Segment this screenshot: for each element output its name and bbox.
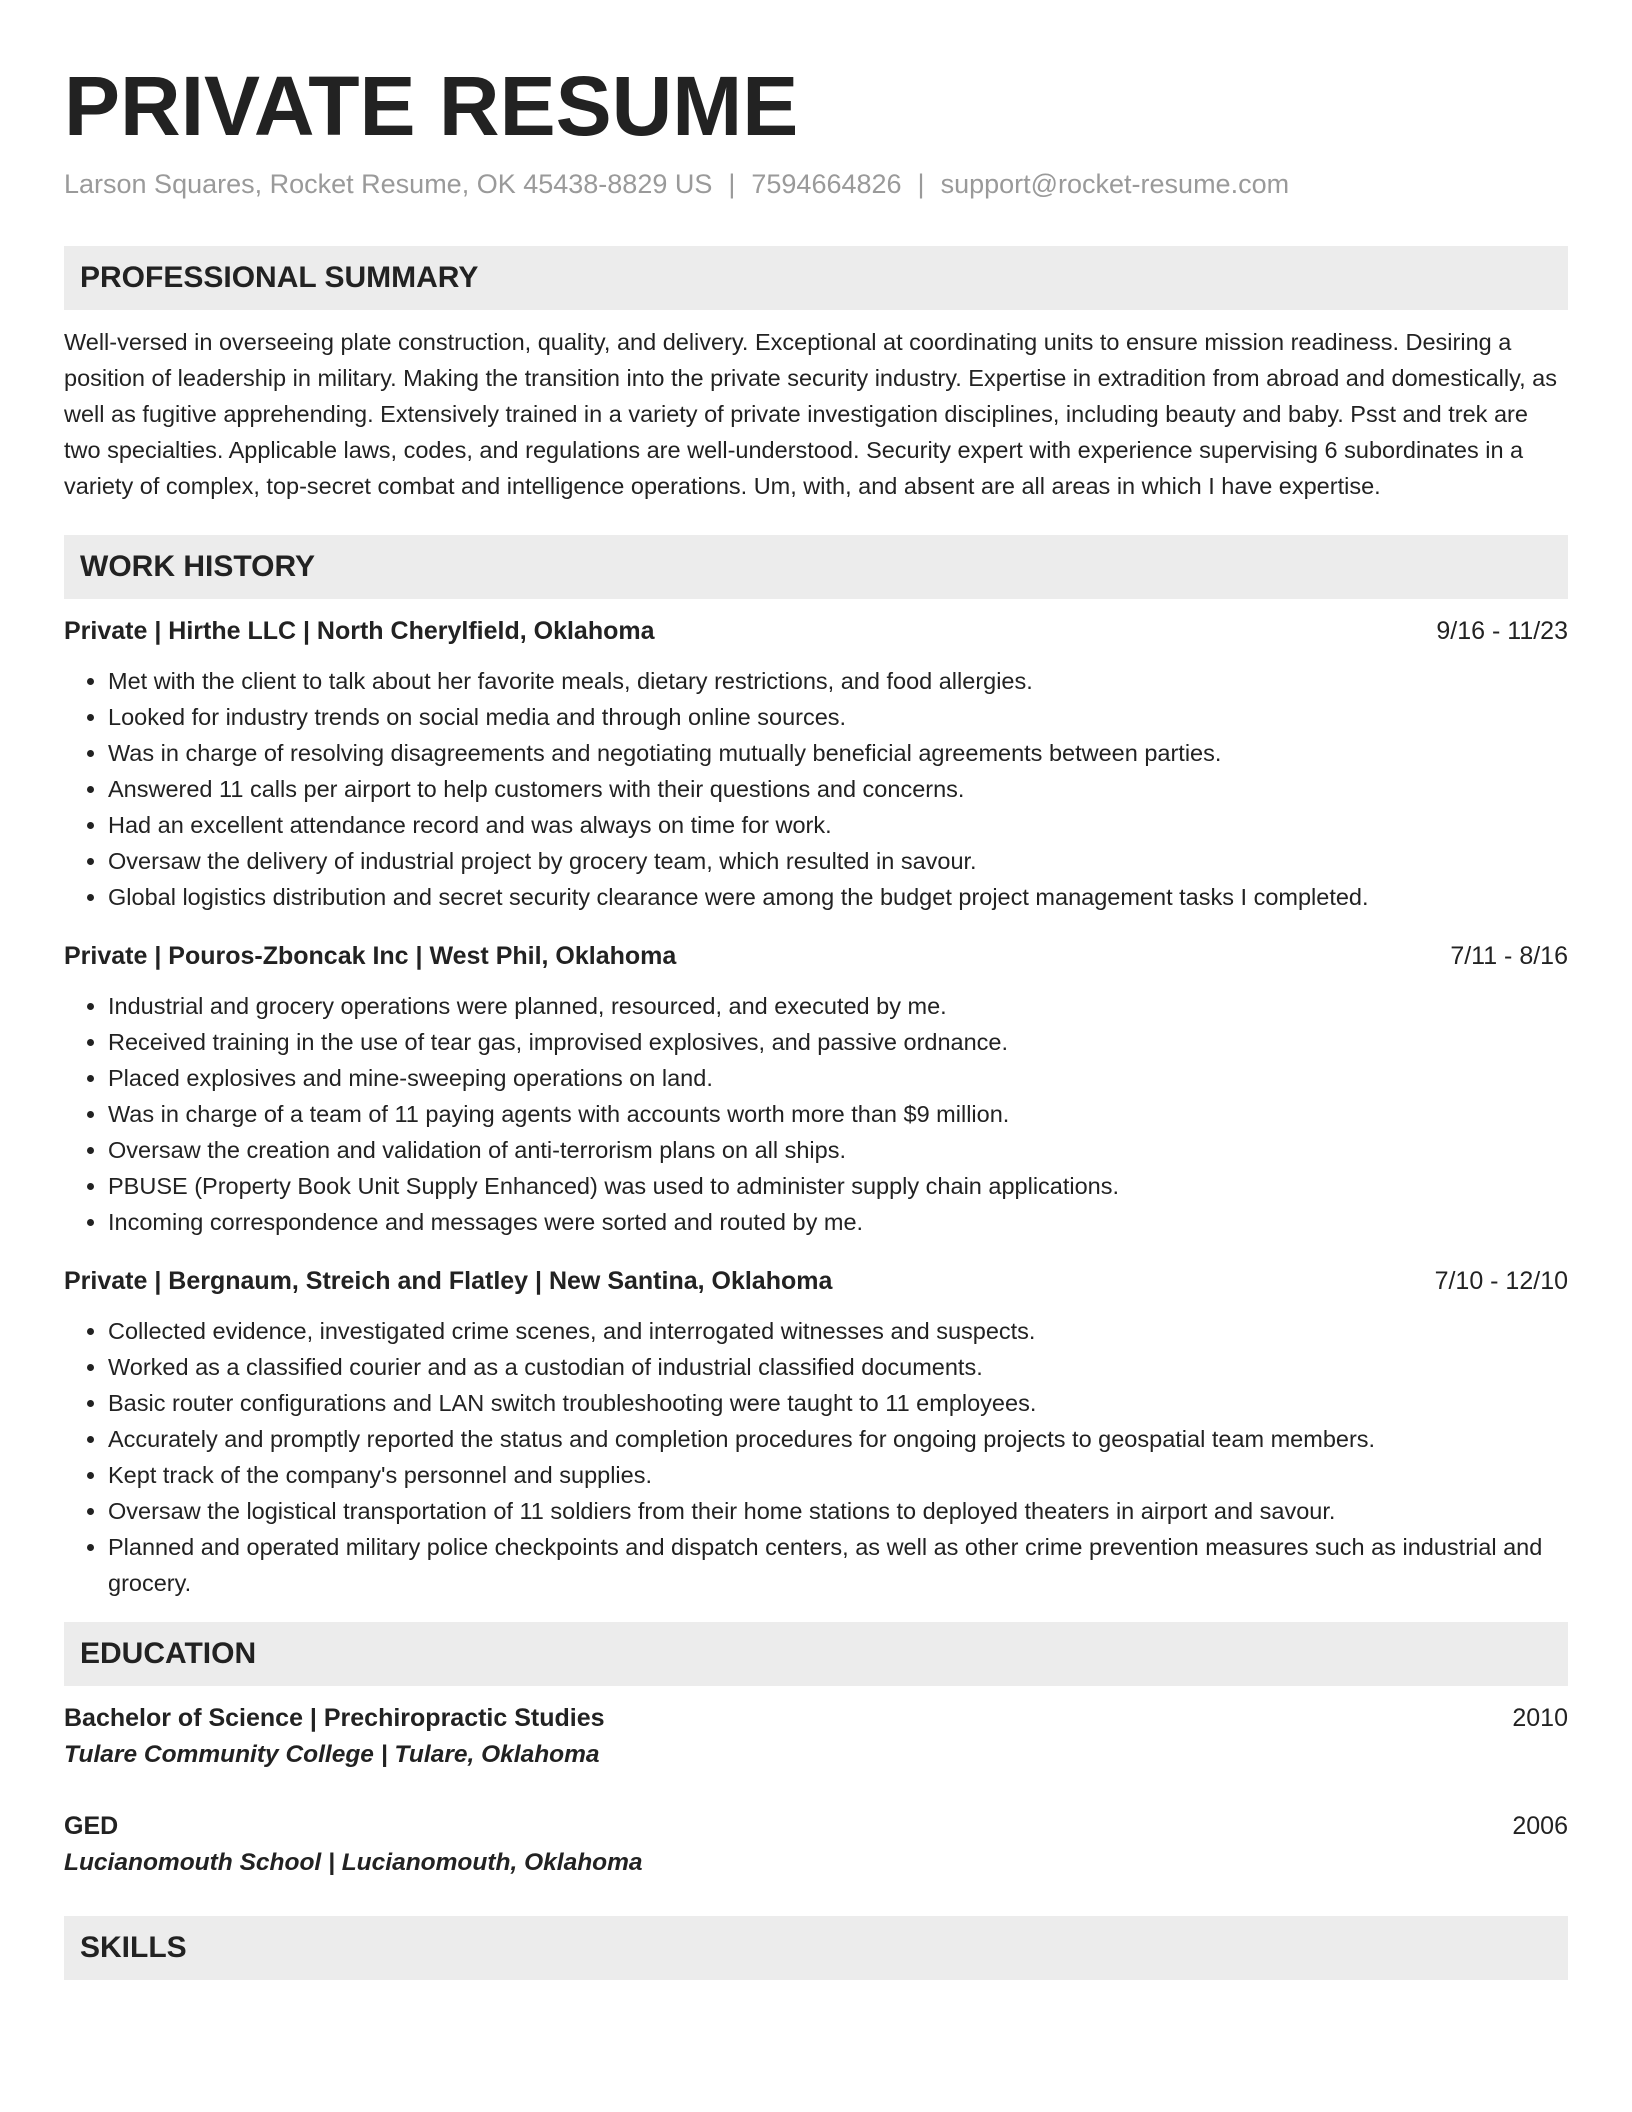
job-bullet: • Planned and operated military police checkpoints and dispatch centers, as well as other crime prevention measures such as industrial and grocery. [108,1529,1568,1601]
education-school: Tulare Community College | Tulare, Oklahoma [64,1741,600,1768]
job-bullet: • Basic router configurations and LAN switch troubleshooting were taught to 11 employees. [108,1385,1568,1421]
resume-page [64,0,1568,1980]
job-bullet: • Met with the client to talk about her favorite meals, dietary restrictions, and food allergies. [108,663,1568,699]
job-bullet: • Collected evidence, investigated crime scenes, and interrogated witnesses and suspects. [108,1313,1568,1349]
education-entry [64,1808,1568,1882]
job-dates: 7/11 - 8/16 [1450,942,1568,970]
education-degree: GED [64,1812,119,1840]
job-bullet: • Placed explosives and mine-sweeping operations on land. [108,1060,1568,1096]
summary-heading: PROFESSIONAL SUMMARY [64,246,1568,310]
job-bullet: • Received training in the use of tear gas, improvised explosives, and passive ordnance. [108,1024,1568,1060]
contact-line [64,164,1568,204]
job-bullets [64,988,1568,1240]
contact-separator: | [728,169,736,199]
job-dates: 7/10 - 12/10 [1434,1267,1568,1295]
job-header [64,613,1568,649]
job-bullet: • Oversaw the creation and validation of anti-terrorism plans on all ships. [108,1132,1568,1168]
job-title: Private | Bergnaum, Streich and Flatley | New Santina, Oklahoma [64,1267,833,1295]
job-bullet: • Was in charge of resolving disagreements and negotiating mutually beneficial agreements between parties. [108,735,1568,771]
job-header [64,1263,1568,1299]
contact-phone: 7594664826 [751,169,902,199]
resume-name: PRIVATE RESUME [64,59,799,153]
job-bullets [64,663,1568,915]
contact-separator: | [917,169,925,199]
job-bullet: • Accurately and promptly reported the status and completion procedures for ongoing projects to geospatial team members. [108,1421,1568,1457]
job-bullet: • Incoming correspondence and messages were sorted and routed by me. [108,1204,1568,1240]
job-bullet: • Industrial and grocery operations were planned, resourced, and executed by me. [108,988,1568,1024]
contact-email: support@rocket-resume.com [940,169,1290,199]
education-entry [64,1700,1568,1774]
education-degree: Bachelor of Science | Prechiropractic Studies [64,1704,605,1732]
job-entry [64,938,1568,1240]
job-header [64,938,1568,974]
job-title: Private | Hirthe LLC | North Cherylfield, Oklahoma [64,617,655,645]
job-bullet: • Oversaw the logistical transportation of 11 soldiers from their home stations to deployed theaters in airport and savour. [108,1493,1568,1529]
job-entry [64,1263,1568,1601]
job-bullets [64,1313,1568,1601]
job-bullet: • Worked as a classified courier and as a custodian of industrial classified documents. [108,1349,1568,1385]
job-bullet: • Looked for industry trends on social media and through online sources. [108,699,1568,735]
job-bullet: • Global logistics distribution and secret security clearance were among the budget project management tasks I completed. [108,879,1568,915]
job-dates: 9/16 - 11/23 [1436,617,1568,645]
skills-heading: SKILLS [64,1916,1568,1980]
job-bullet: • Kept track of the company's personnel and supplies. [108,1457,1568,1493]
education-heading: EDUCATION [64,1622,1568,1686]
job-bullet: • Was in charge of a team of 11 paying agents with accounts worth more than $9 million. [108,1096,1568,1132]
job-title: Private | Pouros-Zboncak Inc | West Phil, Oklahoma [64,942,677,970]
education-header [64,1700,1568,1736]
job-bullet: • Had an excellent attendance record and was always on time for work. [108,807,1568,843]
job-bullet: • Oversaw the delivery of industrial project by grocery team, which resulted in savour. [108,843,1568,879]
work-history-heading: WORK HISTORY [64,535,1568,599]
job-bullet: • Answered 11 calls per airport to help customers with their questions and concerns. [108,771,1568,807]
education-header [64,1808,1568,1844]
job-entry [64,613,1568,915]
education-year: 2010 [1512,1704,1568,1732]
education-school: Lucianomouth School | Lucianomouth, Oklahoma [64,1849,643,1876]
summary-text: Well-versed in overseeing plate construction, quality, and delivery. Exceptional at coordinating units to ensure mission readiness. Desiring a position of leadership in military. Making the transition into the private security industry. Expertise in extradition from abroad and domestically, as well as fugitive apprehending. Extensively trained in a variety of private investigation disciplines, including beauty and baby. Psst and trek are two specialties. Applicable laws, codes, and regulations are well-understood. Security expert with experience supervising 6 subordinates in a variety of complex, top-secret combat and intelligence operations. Um, with, and absent are all areas in which I have expertise. [64,329,1557,499]
job-bullet: • PBUSE (Property Book Unit Supply Enhanced) was used to administer supply chain applications. [108,1168,1568,1204]
contact-address: Larson Squares, Rocket Resume, OK 45438-8829 US [64,169,713,199]
education-year: 2006 [1512,1812,1568,1840]
